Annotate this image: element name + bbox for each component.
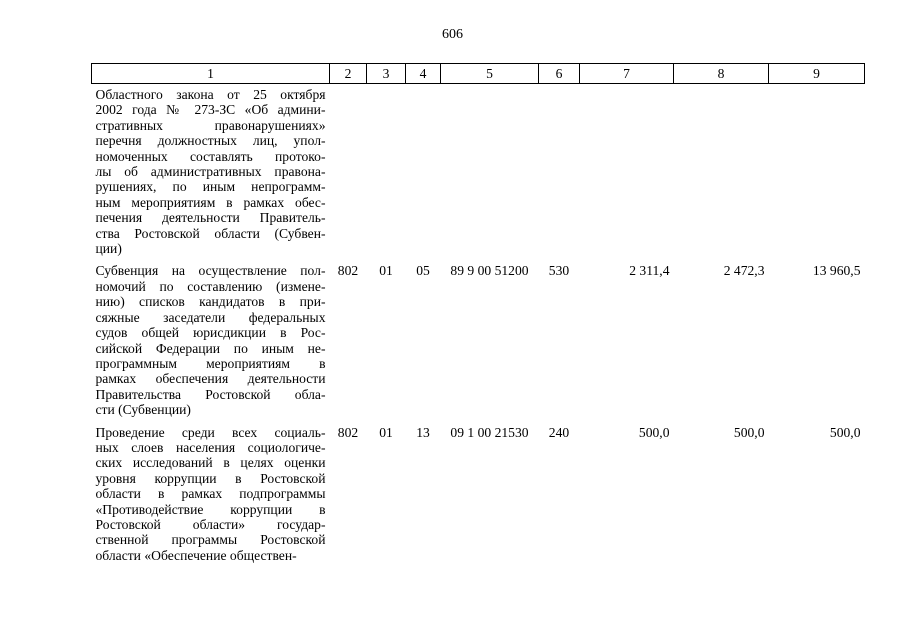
description-line: лы об административных правона-: [95, 164, 326, 180]
budget-table: [91, 63, 865, 567]
cell-col-3: 01: [379, 263, 393, 279]
description-line: Субвенция на осуществление пол-: [95, 263, 326, 279]
cell-col-6: [539, 84, 580, 261]
cell-col-8: 500,0: [733, 424, 765, 440]
description-line: ных слоев населения социологиче-: [95, 439, 326, 455]
cell-col-3: 01: [379, 424, 393, 440]
description-line: Проведение среди всех социаль-: [95, 424, 326, 440]
header-col-3: 3: [367, 64, 406, 84]
cell-col-7: 500,0: [638, 424, 670, 440]
table-row: [92, 260, 865, 421]
header-col-6: 6: [539, 64, 580, 84]
cell-col-3: [367, 84, 406, 261]
cell-col-2: 802: [337, 263, 359, 279]
table-row: [92, 84, 865, 261]
description-line: судов общей юрисдикции в Рос-: [95, 325, 326, 341]
header-col-7: 7: [580, 64, 674, 84]
header-col-4: 4: [406, 64, 441, 84]
header-row: [92, 64, 865, 84]
header-col-8: 8: [674, 64, 769, 84]
description-line: ции): [95, 241, 122, 257]
description-line: рамках обеспечения деятельности: [95, 371, 326, 387]
cell-col-9: [769, 84, 865, 261]
table-header: [92, 64, 865, 84]
description-line: Областного закона от 25 октября: [95, 87, 326, 102]
page-number: 606: [442, 27, 463, 42]
row-description: [92, 422, 330, 568]
row-description: [92, 84, 330, 261]
cell-col-2: 802: [337, 424, 359, 440]
description-line: номоченных составлять протоко-: [95, 148, 326, 164]
table-row: [92, 422, 865, 568]
header-col-9: 9: [769, 64, 865, 84]
cell-col-5: 89 9 00 51200: [450, 263, 529, 279]
description-line: рушениях, по иным непрограмм-: [95, 179, 326, 195]
cell-col-6: 240: [548, 424, 570, 440]
description-line: сийской Федерации по иным не-: [95, 340, 326, 356]
cell-col-9: 500,0: [829, 424, 861, 440]
description-line: ства Ростовской области (Субвен-: [95, 225, 326, 241]
description-line: «Противодействие коррупции в: [95, 501, 326, 517]
description-line: уровня коррупции в Ростовской: [95, 470, 326, 486]
cell-col-2: [330, 84, 367, 261]
header-col-1: 1: [92, 64, 330, 84]
cell-col-4: [406, 84, 441, 261]
cell-col-4: 05: [416, 263, 430, 279]
description-line: Ростовской области» государ-: [95, 516, 326, 532]
description-line: нию) списков кандидатов в при-: [95, 294, 326, 310]
description-line: сти (Субвенции): [95, 402, 191, 418]
description-line: области «Обеспечение обществен-: [95, 547, 297, 563]
cell-col-7: 2 311,4: [629, 263, 670, 279]
description-line: сяжные заседатели федеральных: [95, 309, 326, 325]
header-col-5: 5: [441, 64, 539, 84]
cell-col-5: [441, 84, 539, 261]
cell-col-9: 13 960,5: [812, 263, 861, 279]
description-line: Правительства Ростовской обла-: [95, 386, 326, 402]
row-description: [92, 260, 330, 421]
cell-col-7: [580, 84, 674, 261]
description-line: ских исследований в целях оценки: [95, 455, 326, 471]
description-line: печения деятельности Правитель-: [95, 210, 326, 226]
description-line: номочий по составлению (измене-: [95, 278, 326, 294]
description-line: перечня должностных лиц, упол-: [95, 133, 326, 149]
description-line: ным мероприятиям в рамках обес-: [95, 194, 326, 210]
table-body: [92, 84, 865, 568]
header-col-2: 2: [330, 64, 367, 84]
description-line: стративных правонарушениях»: [95, 117, 326, 133]
description-line: ственной программы Ростовской: [95, 532, 326, 548]
cell-col-8: 2 472,3: [723, 263, 765, 279]
description-line: 2002 года № 273-ЗС «Об админи-: [95, 102, 326, 118]
cell-col-5: 09 1 00 21530: [450, 424, 529, 440]
cell-col-6: 530: [548, 263, 570, 279]
description-line: программным мероприятиям в: [95, 355, 326, 371]
cell-col-4: 13: [416, 424, 430, 440]
description-line: области в рамках подпрограммы: [95, 486, 326, 502]
cell-col-8: [674, 84, 769, 261]
